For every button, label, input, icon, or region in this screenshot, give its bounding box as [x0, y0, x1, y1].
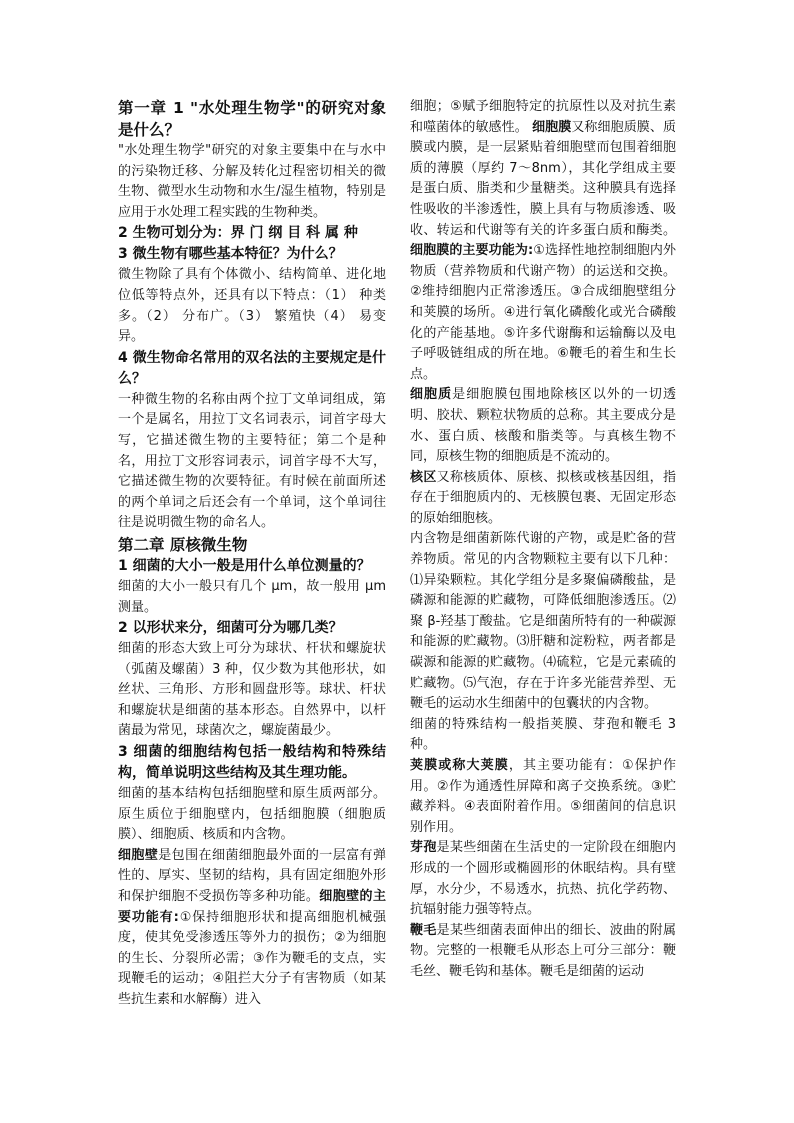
text: 是包围在细菌细胞最外面的一层富有弹性的、厚实、坚韧的结构，具有固定细胞外形和保护细胞不受损伤等多种功能。 — [118, 847, 386, 905]
text: 细胞；⑤赋予细胞特定的抗原性以及对抗生素和噬菌体的敏感性。 — [410, 99, 676, 135]
term: 细胞质 — [410, 387, 453, 403]
term: 核区 — [410, 469, 437, 485]
term: 细胞壁 — [118, 847, 159, 863]
paragraph — [410, 97, 676, 385]
term: 芽孢 — [410, 840, 437, 856]
question-heading: 1 细菌的大小一般是用什么单位测量的？ — [118, 557, 371, 574]
paragraph — [410, 756, 676, 838]
paragraph: 细菌的形态大致上可分为球状、杆状和螺旋状（弧菌及螺菌）3 种，仅少数为其他形状，如丝状、三角形、方形和圆盘形等。球状、杆状和螺旋状是细菌的基本形态。自然界中，以杆菌最为常见，球菌次之，螺旋菌最少。 — [118, 641, 386, 739]
paragraph — [410, 468, 676, 530]
question-heading: 3 细菌的细胞结构包括一般结构和特殊结构，简单说明这些结构及其生理功能。 — [118, 744, 386, 782]
text: ①保持细胞形状和提高细胞机械强度，使其免受渗透压等外力的损伤；②为细胞的生长、分裂所必需；③作为鞭毛的支点，实现鞭毛的运动；④阻拦大分子有害物质（如某些抗生素和水解酶）进入 — [118, 909, 386, 1007]
left-column — [118, 97, 386, 1011]
term: 细胞膜 — [532, 119, 572, 135]
text: 是某些细菌表面伸出的细长、波曲的附属物。完整的一根鞭毛从形态上可分三部分：鞭毛丝、鞭毛钩和基体。鞭毛是细菌的运动 — [410, 922, 676, 979]
question-heading: 2 以形状来分，细菌可分为哪几类？ — [118, 620, 343, 637]
text: ①选择性地控制细胞内外物质（营养物质和代谢产物）的运送和交换。②维持细胞内正常渗透压。③合成细胞壁组分和荚膜的场所。④进行氧化磷酸化或光合磷酸化的产能基地。⑤许多代谢酶和运输酶以及电子呼吸链组成的所在地。⑥鞭毛的着生和生长点。 — [410, 243, 677, 382]
chapter2-heading: 第二章 原核微生物 — [118, 535, 248, 554]
paragraph: 微生物除了具有个体微小、结构简单、进化地位低等特点外，还具有以下特点：（1） 种类多。（2） 分布广。（3） 繁殖快（4） 易变异。 — [118, 267, 386, 345]
text: ，其主要功能有：①保护作用。②作为通透性屏障和离子交换系统。③贮藏养料。④表面附着作用。⑤细菌间的信息识别作用。 — [410, 758, 676, 835]
paragraph: "水处理生物学"研究的对象主要集中在与水中的污染物迁移、分解及转化过程密切相关的微生物、微型水生动物和水生/湿生植物，特别是应用于水处理工程实践的生物种类。 — [118, 143, 386, 220]
paragraph: 一种微生物的名称由两个拉丁文单词组成，第一个是属名，用拉丁文名词表示，词首字母大写，它描述微生物的主要特征；第二个是种名，用拉丁文形容词表示，词首字母不大写，它描述微生物的次要特征。有时候在前面所述的两个单词之后还会有一个单词，这个单词往往是说明微生物的命名人。 — [118, 391, 386, 531]
text: 是某些细菌在生活史的一定阶段在细胞内形成的一个圆形或椭圆形的休眠结构。具有壁厚，水分少，不易透水，抗热、抗化学药物、抗辐射能力强等特点。 — [410, 840, 676, 918]
question-heading: 2 生物可划分为：界 门 纲 目 科 属 种 — [118, 225, 358, 242]
text: 又称细胞质膜、质膜或内膜，是一层紧贴着细胞壁而包围着细胞质的薄膜（厚约 7～8nm），其化学组成主要是蛋白质、脂类和少量糖类。这种膜具有选择性吸收的半渗透性，膜上具有与物质渗透、吸收、转运和代谢等有关的许多蛋白质和酶类。 — [410, 119, 676, 238]
paragraph — [410, 838, 676, 920]
paragraph — [410, 921, 676, 983]
chapter1-heading: 第一章 1 "水处理生物学"的研究对象是什么？ — [118, 99, 386, 139]
paragraph: 细菌的基本结构包括细胞壁和原生质两部分。原生质位于细胞壁内，包括细胞膜（细胞质膜）、细胞质、核质和内含物。 — [118, 786, 386, 843]
term: 荚膜或称大荚膜 — [410, 758, 509, 773]
term: 细胞膜的主要功能为: — [410, 243, 534, 259]
paragraph: 内含物是细菌新陈代谢的产物，或是贮备的营养物质。常见的内含物颗粒主要有以下几种：⑴异染颗粒。其化学组分是多聚偏磷酸盐，是磷源和能源的贮藏物，可降低细胞渗透压。⑵聚 β-羟基丁酸盐。它是细菌所特有的一种碳源和能源的贮藏物。⑶肝糖和淀粉粒，两者都是碳源和能源的贮藏物。⑷硫粒，它是元素硫的贮藏物。⑸气泡，存在于许多光能营养型、无鞭毛的运动水生细菌中的包囊状的内含物。 — [410, 531, 676, 712]
paragraph: 细菌的特殊结构一般指荚膜、芽孢和鞭毛 3 种。 — [410, 716, 676, 753]
paragraph — [118, 846, 386, 1011]
text: 又称核质体、原核、拟核或核基因组，指存在于细胞质内的、无核膜包裹、无固定形态的原始细胞核。 — [410, 469, 676, 526]
question-heading: 4 微生物命名常用的双名法的主要规定是什么？ — [118, 349, 386, 387]
paragraph: 细菌的大小一般只有几个 μm，故一般用 μm 测量。 — [118, 578, 386, 615]
term: 鞭毛 — [410, 922, 437, 938]
text: 是细胞膜包围地除核区以外的一切透明、胶状、颗粒状物质的总称。其主要成分是水、蛋白质、核酸和脂类等。与真核生物不同，原核生物的细胞质是不流动的。 — [410, 387, 676, 465]
term: 细胞壁的主要功能有: — [118, 889, 386, 925]
paragraph — [410, 385, 676, 467]
right-column — [410, 97, 676, 983]
question-heading: 3 微生物有哪些基本特征？为什么？ — [118, 246, 343, 263]
